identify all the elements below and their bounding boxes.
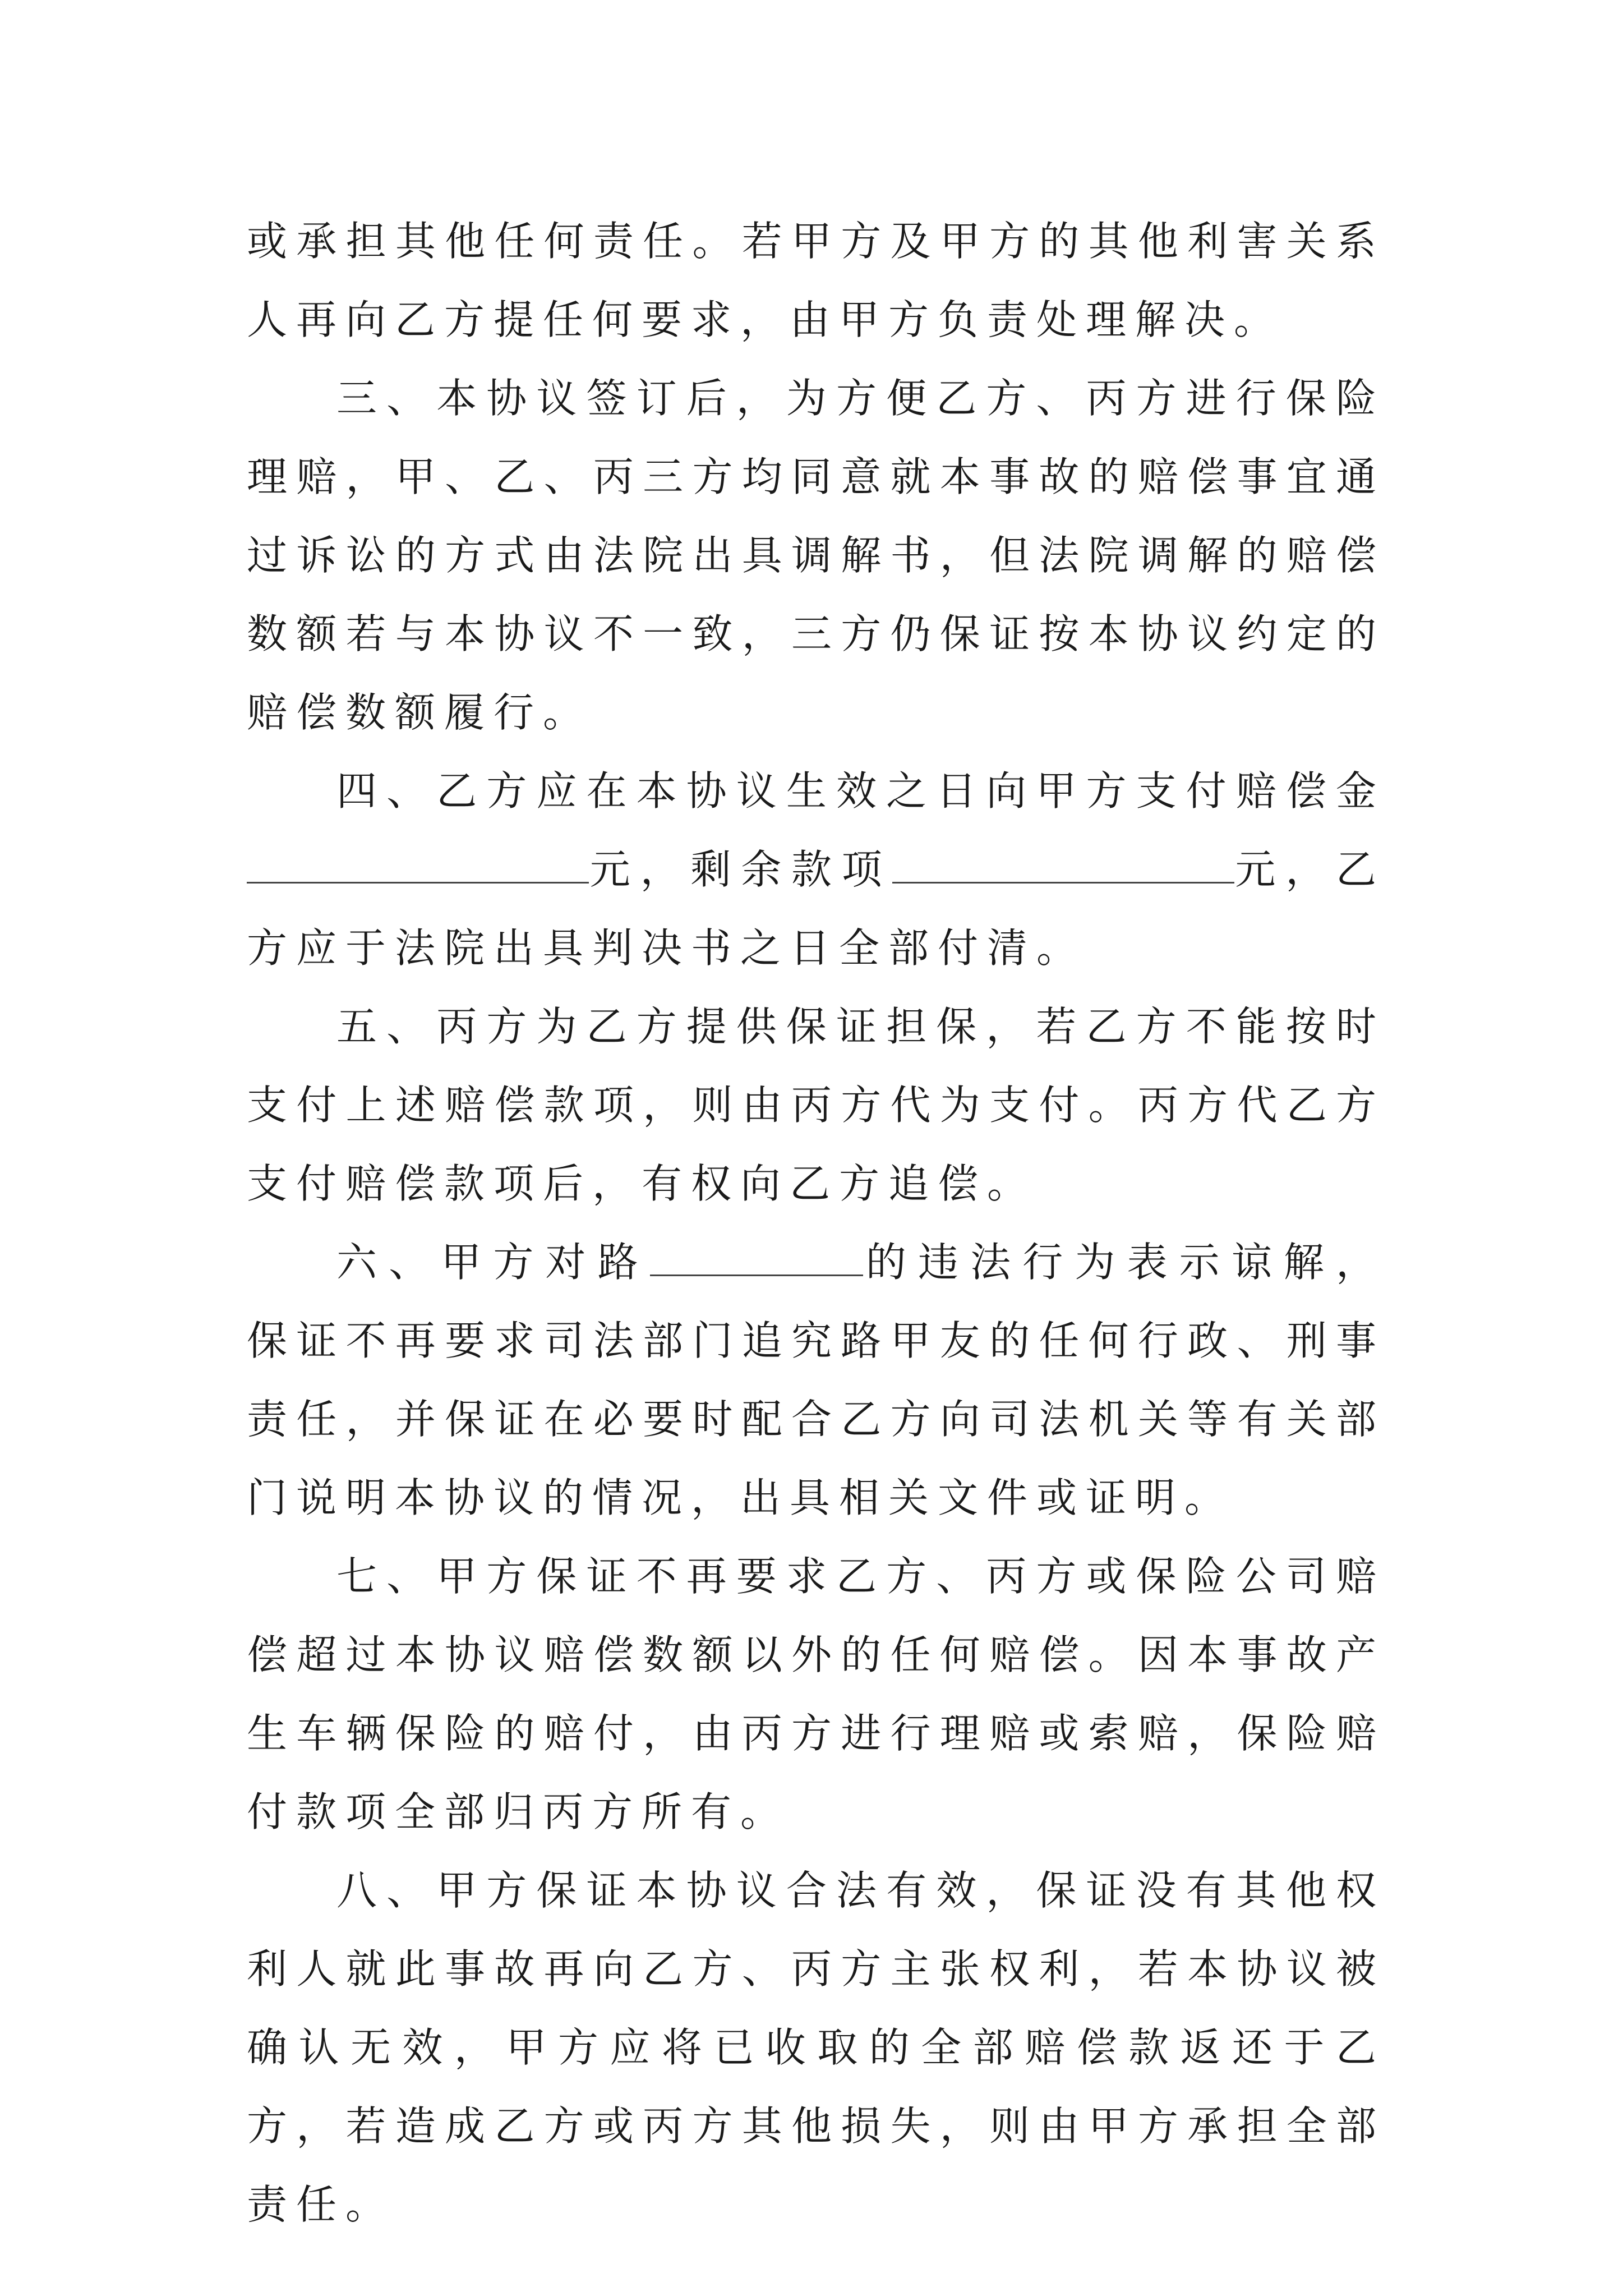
- clause-4-text-a: 四、乙方应在本协议生效之日向甲方支付赔偿金: [336, 767, 1385, 815]
- clause-4-text-c: 元，乙方应于法院出具判决书之日全部付清。: [247, 846, 1385, 972]
- paragraph-clause-5: 五、丙方为乙方提供保证担保，若乙方不能按时支付上述赔偿款项，则由丙方代为支付。丙方代乙方支付赔偿款项后，有权向乙方追偿。: [247, 1003, 1385, 1207]
- blank-remaining-amount: [892, 848, 1234, 884]
- paragraph-continuation: 或承担其他任何责任。若甲方及甲方的其他利害关系人再向乙方提任何要求，由甲方负责处理解决。: [247, 218, 1385, 343]
- paragraph-clause-3: 三、本协议签订后，为方便乙方、丙方进行保险理赔，甲、乙、丙三方均同意就本事故的赔偿事宜通过诉讼的方式由法院出具调解书，但法院调解的赔偿数额若与本协议不一致，三方仍保证按本协议约定的赔偿数额履行。: [247, 375, 1385, 736]
- clause-4-text-b: 元，剩余款项: [589, 846, 892, 893]
- clause-6-text-b: 的违法行为表示谅解，保证不再要求司法部门追究路甲友的任何行政、刑事责任，并保证在必要时配合乙方向司法机关等有关部门说明本协议的情况，出具相关文件或证明。: [247, 1239, 1385, 1521]
- paragraph-clause-6: [247, 1223, 1385, 1537]
- paragraph-clause-8: 八、甲方保证本协议合法有效，保证没有其他权利人就此事故再向乙方、丙方主张权利，若本协议被确认无效，甲方应将已收取的全部赔偿款返还于乙方，若造成乙方或丙方其他损失，则由甲方承担全部责任。: [247, 1867, 1385, 2228]
- blank-name: [650, 1241, 863, 1276]
- paragraph-clause-4: [247, 752, 1385, 987]
- document-body: [247, 202, 1385, 2244]
- clause-6-text-a: 六、甲方对路: [336, 1239, 650, 1286]
- blank-payment-amount: [247, 848, 589, 884]
- paragraph-clause-7: 七、甲方保证不再要求乙方、丙方或保险公司赔偿超过本协议赔偿数额以外的任何赔偿。因本事故产生车辆保险的赔付，由丙方进行理赔或索赔，保险赔付款项全部归丙方所有。: [247, 1553, 1385, 1835]
